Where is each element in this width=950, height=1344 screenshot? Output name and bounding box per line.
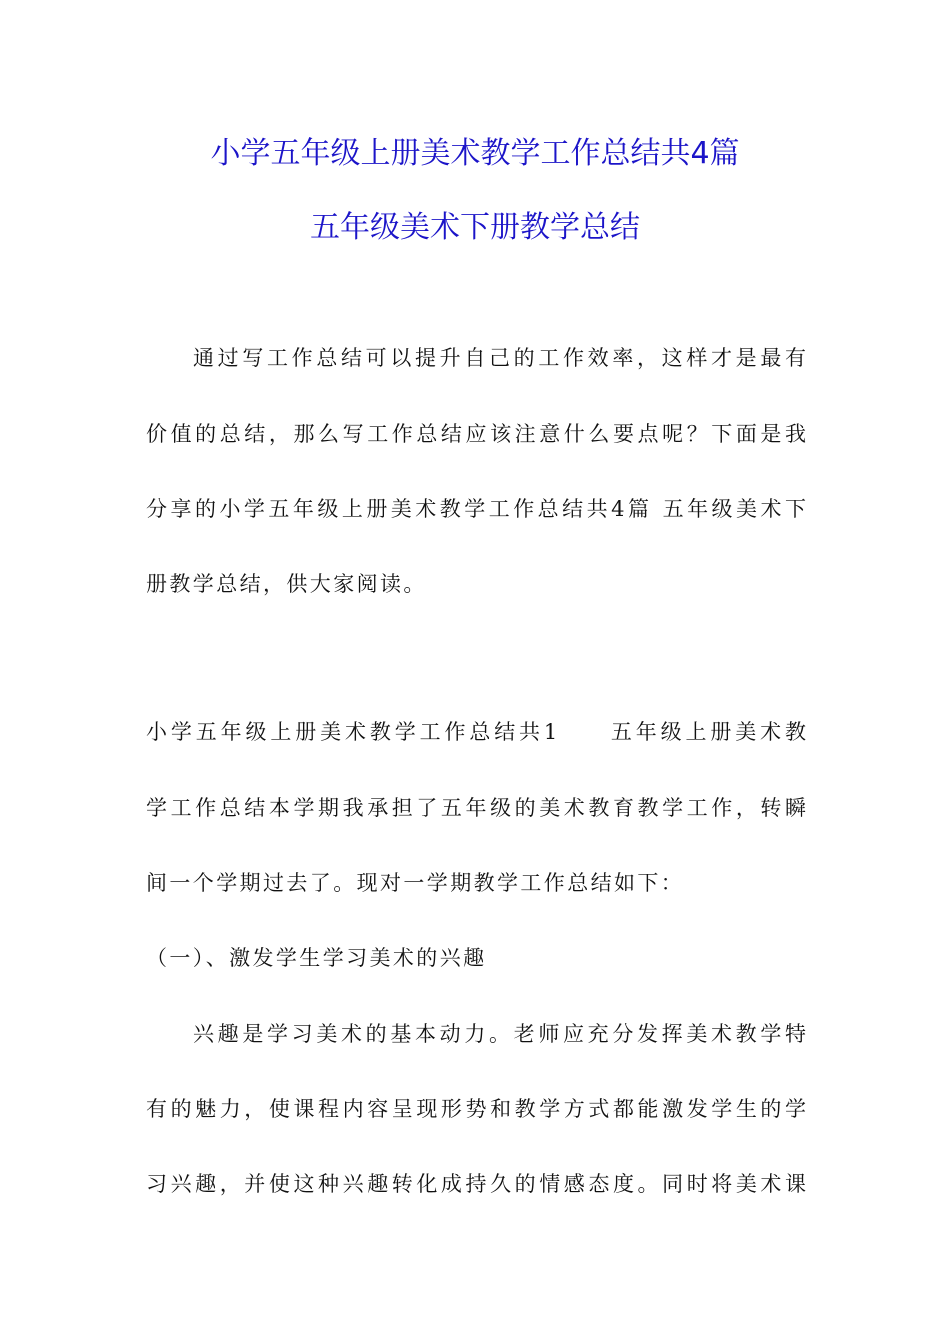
intro-line-4: 册教学总结，供大家阅读。	[146, 572, 427, 596]
paragraph-1-line-3: 习兴趣，并使这种兴趣转化成持久的情感态度。同时将美术课	[146, 1172, 806, 1196]
paragraph-1-line-1: 兴趣是学习美术的基本动力。老师应充分发挥美术教学特	[193, 1022, 806, 1046]
document-title-line-1: 小学五年级上册美术教学工作总结共4篇	[210, 136, 740, 171]
intro-line-1: 通过写工作总结可以提升自己的工作效率，这样才是最有	[193, 346, 806, 370]
section-1-line-2: 学工作总结本学期我承担了五年级的美术教育教学工作，转瞬	[146, 796, 806, 820]
document-title-line-2: 五年级美术下册教学总结	[310, 210, 640, 245]
subheading-1: （一）、激发学生学习美术的兴趣	[146, 946, 487, 970]
paragraph-1-line-2: 有的魅力，使课程内容呈现形势和教学方式都能激发学生的学	[146, 1097, 806, 1121]
intro-line-3: 分享的小学五年级上册美术教学工作总结共4篇 五年级美术下	[146, 497, 806, 521]
section-1-line-3: 间一个学期过去了。现对一学期教学工作总结如下：	[146, 871, 685, 895]
section-1-line-1: 小学五年级上册美术教学工作总结共1 五年级上册美术教	[146, 720, 806, 744]
intro-line-2: 价值的总结，那么写工作总结应该注意什么要点呢？下面是我	[146, 422, 806, 446]
